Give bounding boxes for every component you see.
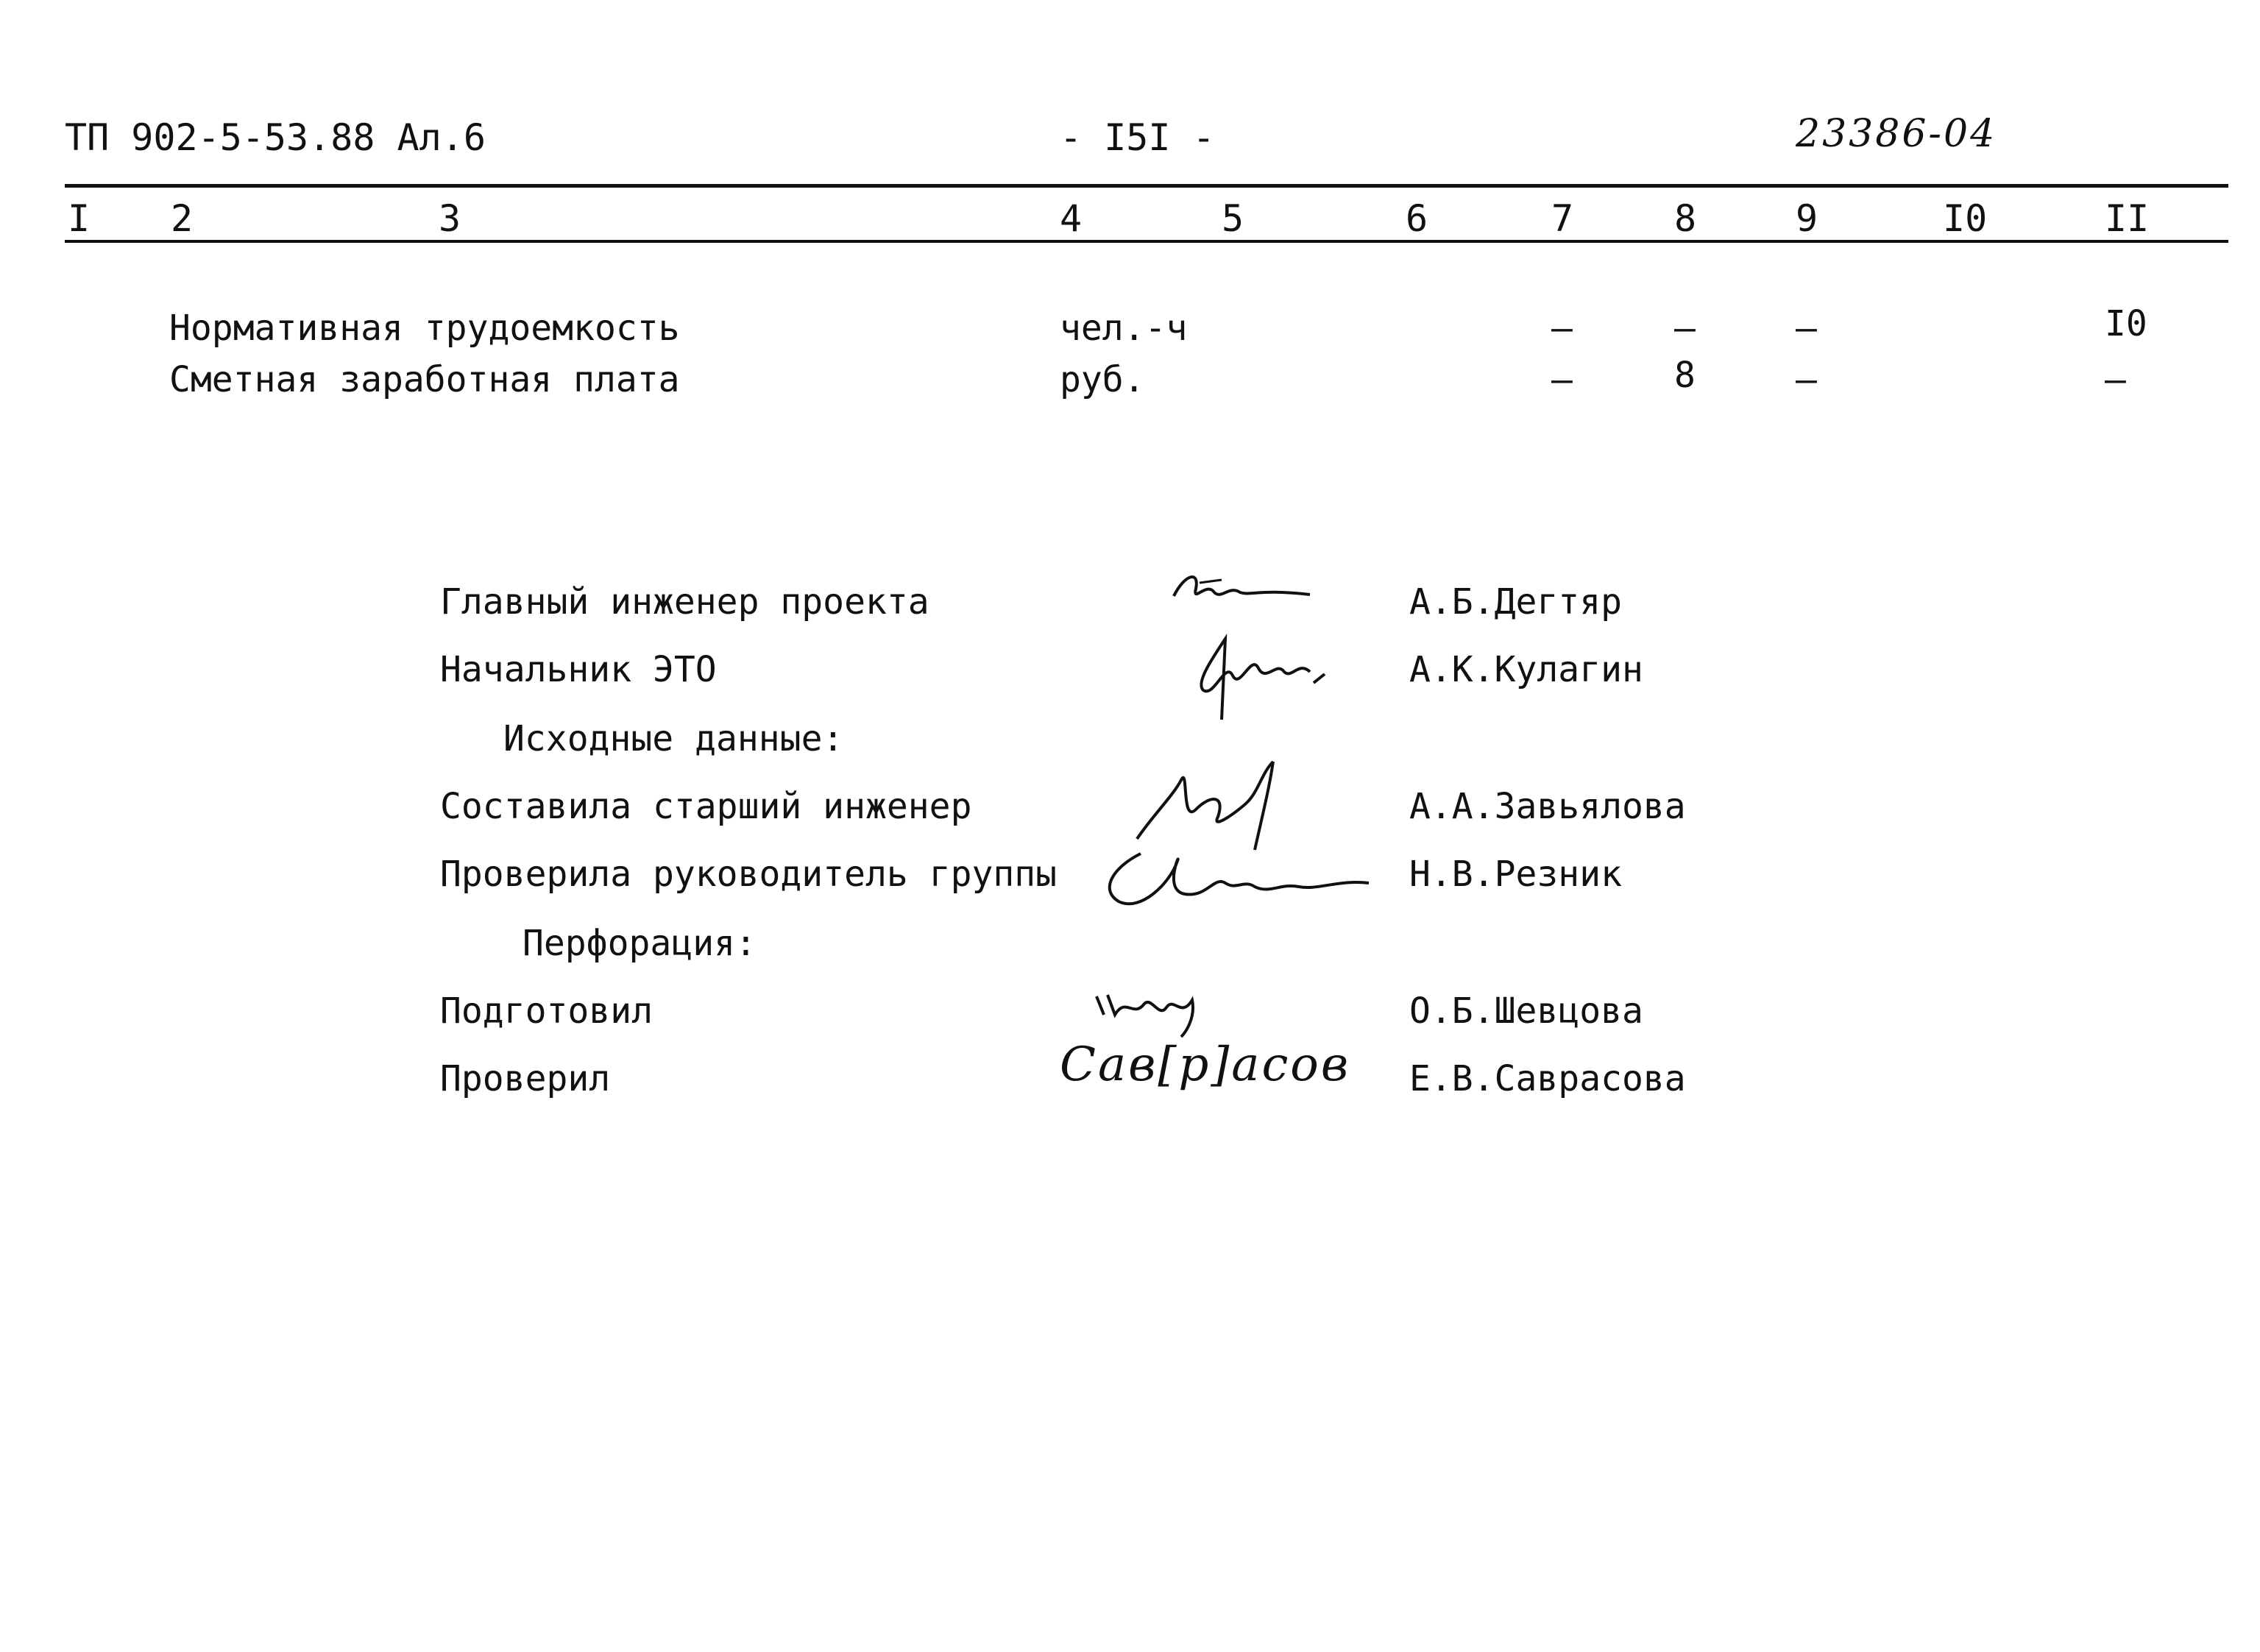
signer-title: Проверила руководитель группы xyxy=(440,854,1058,895)
row-label: Сметная заработная плата xyxy=(169,359,680,400)
handwritten-signature xyxy=(1170,567,1317,621)
page-number: - I5I - xyxy=(1060,116,1215,159)
inventory-number: 23386-04 xyxy=(1796,112,1997,156)
signer-title: Проверил xyxy=(440,1058,611,1099)
column-number: 4 xyxy=(1060,197,1083,240)
column-number: II xyxy=(2105,197,2150,240)
column-number: 5 xyxy=(1222,197,1244,240)
handwritten-signature xyxy=(1097,839,1376,923)
column-number: 7 xyxy=(1551,197,1574,240)
row-cell: – xyxy=(1551,359,1573,400)
column-number: I0 xyxy=(1943,197,1988,240)
column-number: 9 xyxy=(1796,197,1818,240)
document-code: ТП 902-5-53.88 Ал.6 xyxy=(65,116,486,159)
column-number: 6 xyxy=(1406,197,1428,240)
row-cell: – xyxy=(1674,308,1696,349)
section-heading: Исходные данные: xyxy=(503,718,844,759)
handwritten-signature xyxy=(1089,982,1222,1043)
signer-name: А.К.Кулагин xyxy=(1409,649,1643,690)
top-rule xyxy=(65,184,2228,188)
section-heading: Перфорация: xyxy=(523,923,757,964)
signer-name: Е.В.Саврасова xyxy=(1409,1058,1686,1099)
row-unit: руб. xyxy=(1060,359,1145,400)
signer-title: Подготовил xyxy=(440,990,653,1032)
signer-title: Начальник ЭТО xyxy=(440,649,717,690)
row-cell: – xyxy=(1796,359,1817,400)
row-unit: чел.-ч xyxy=(1060,308,1188,349)
column-number: I xyxy=(68,197,91,240)
signer-title: Главный инженер проекта xyxy=(440,581,929,623)
column-number: 3 xyxy=(439,197,461,240)
row-cell: I0 xyxy=(2105,303,2147,344)
row-cell: – xyxy=(1796,308,1817,349)
column-number: 8 xyxy=(1674,197,1697,240)
signer-name: А.А.Завьялова xyxy=(1409,786,1686,827)
handwritten-signature xyxy=(1181,631,1328,730)
signer-name: А.Б.Дегтяр xyxy=(1409,581,1622,623)
column-number: 2 xyxy=(171,197,194,240)
row-cell: – xyxy=(1551,308,1573,349)
signer-title: Составила старший инженер xyxy=(440,786,972,827)
handwritten-signature-text: Сав[р]асов xyxy=(1060,1038,1351,1092)
signer-name: О.Б.Шевцова xyxy=(1409,990,1643,1032)
signer-name: Н.В.Резник xyxy=(1409,854,1622,895)
row-label: Нормативная трудоемкость xyxy=(169,308,680,349)
header-bottom-rule xyxy=(65,240,2228,243)
row-cell: – xyxy=(2105,359,2126,400)
row-cell: 8 xyxy=(1674,355,1696,396)
